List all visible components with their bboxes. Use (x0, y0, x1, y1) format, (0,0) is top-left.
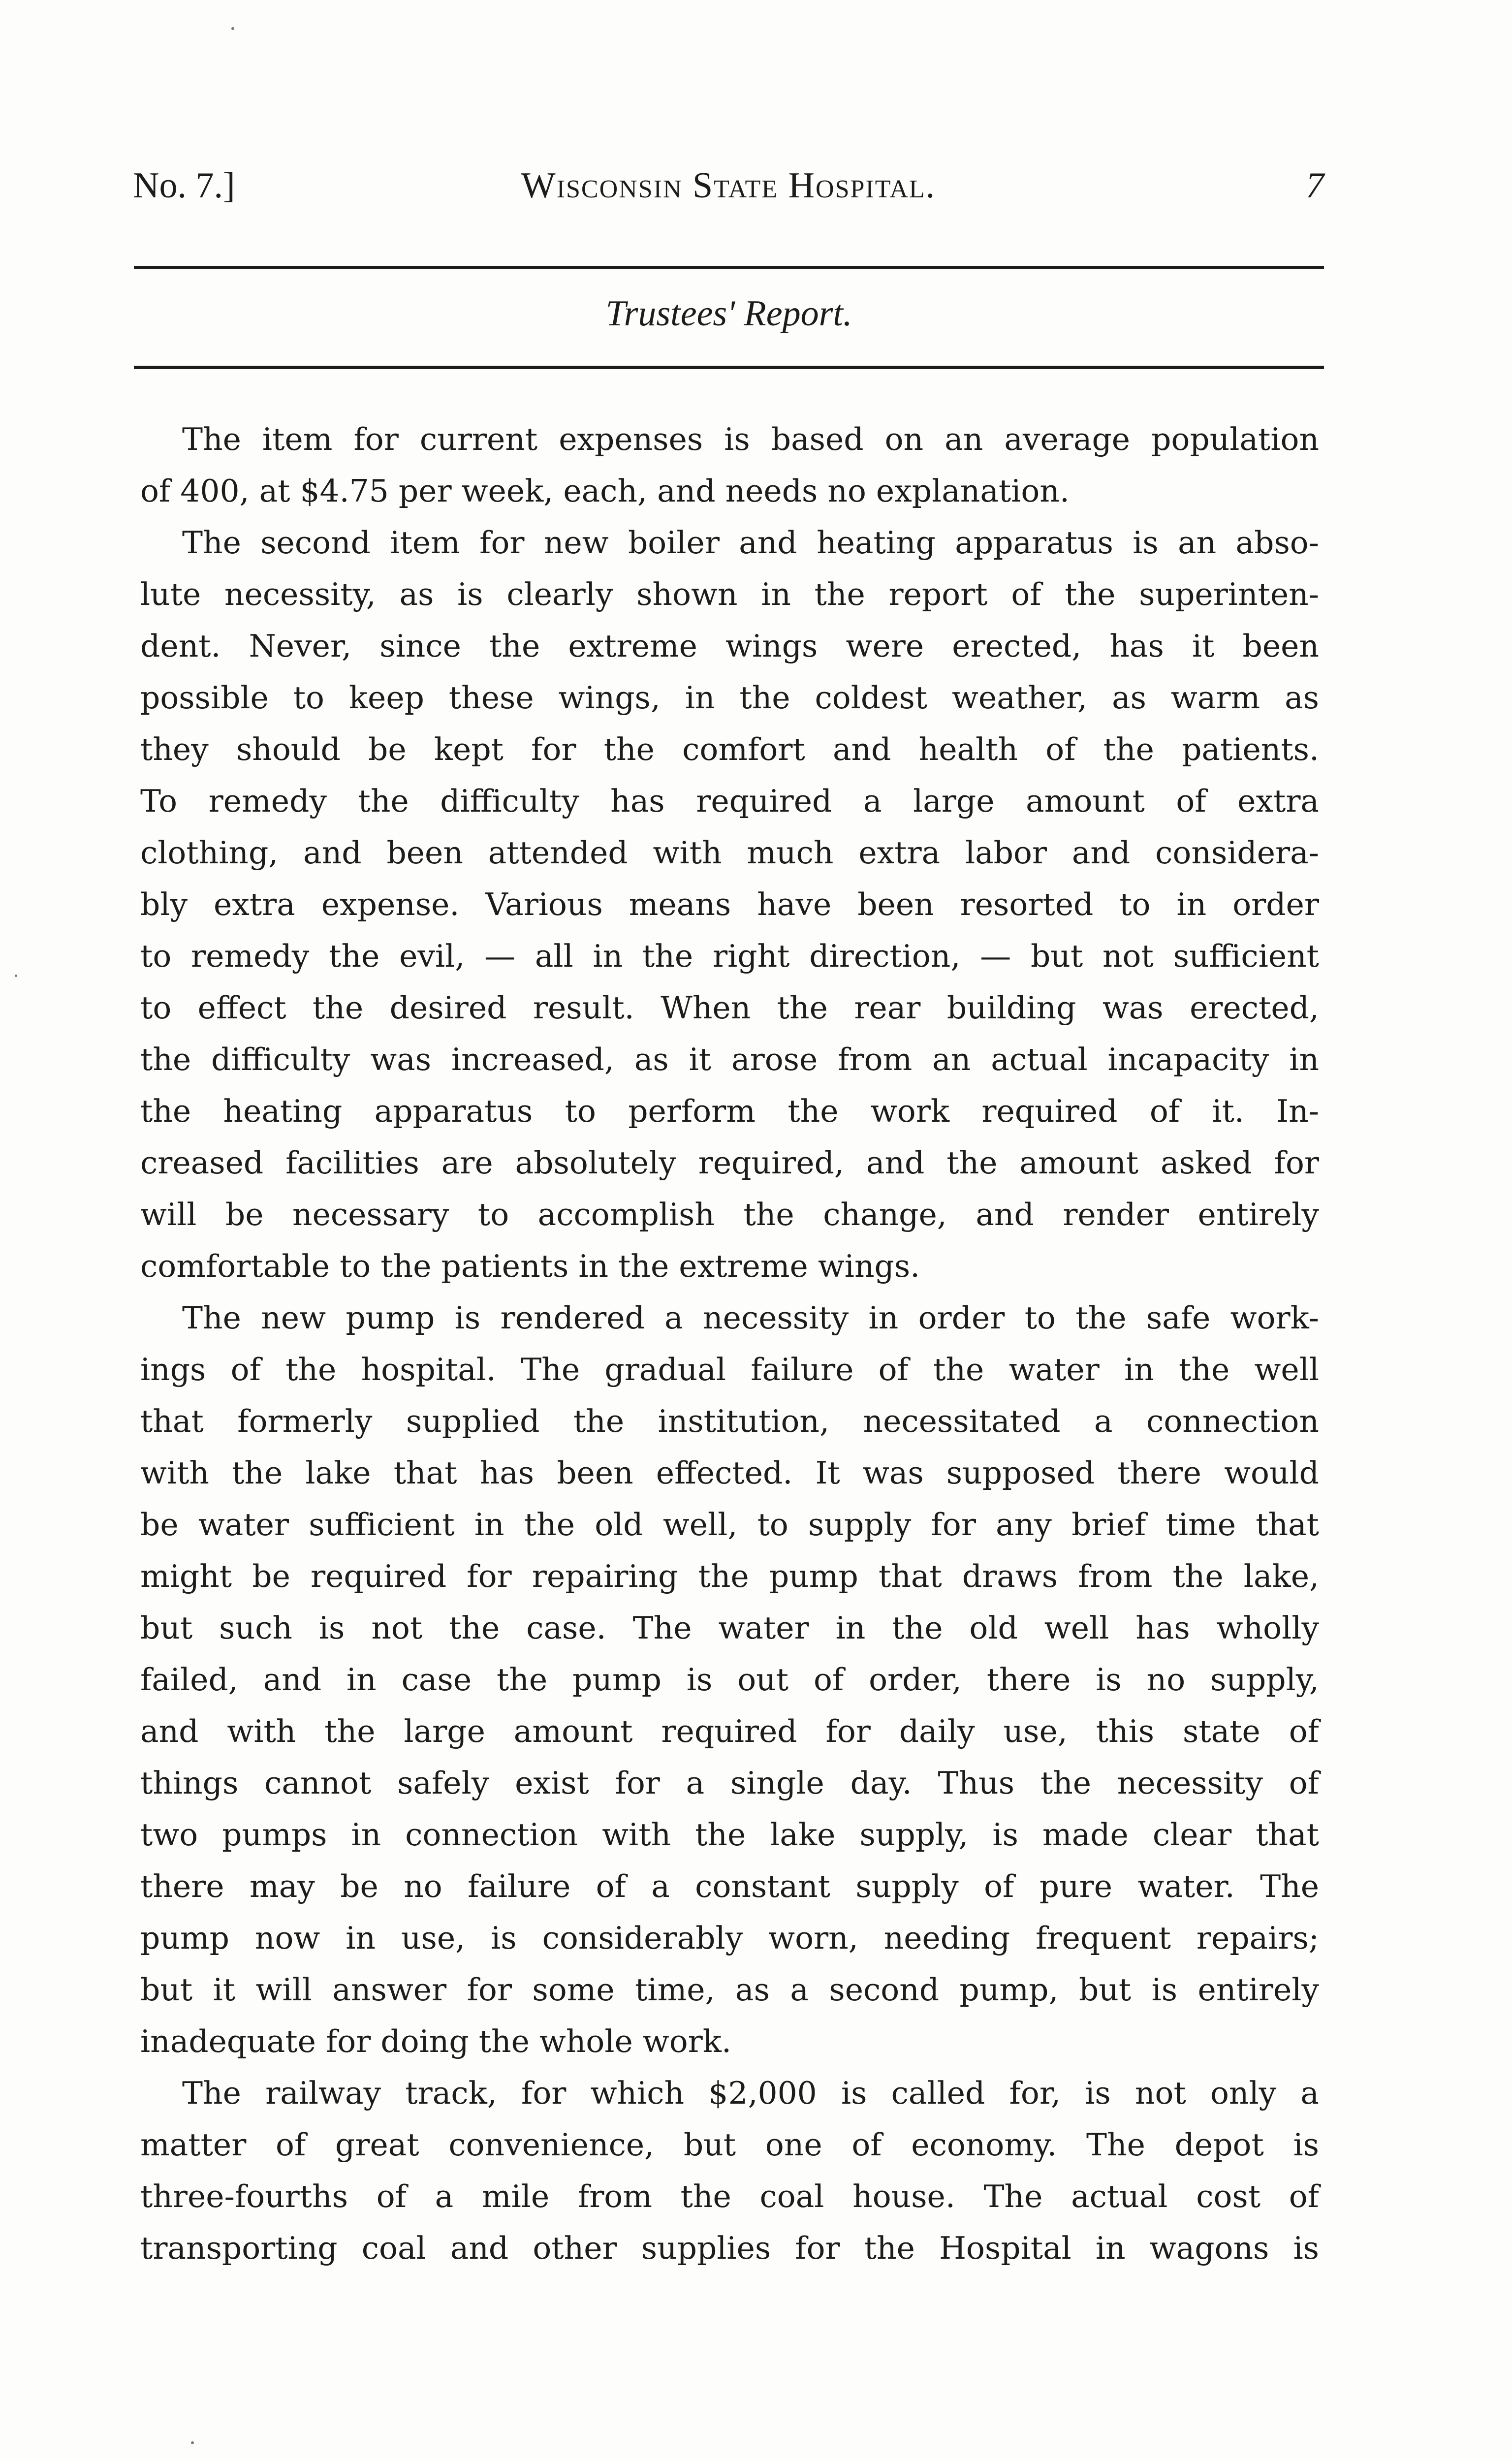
text-line: with the lake that has been effected. It was supposed there would (140, 1455, 1319, 1491)
text-line: to effect the desired result. When the rear building was erected, (140, 990, 1319, 1026)
text-line: things cannot safely exist for a single day. Thus the necessity of (140, 1765, 1319, 1801)
text-line: will be necessary to accomplish the change, and render entirely (140, 1197, 1319, 1232)
running-head (133, 165, 1324, 209)
text-line: of 400, at $4.75 per week, each, and needs no explanation. (140, 473, 1070, 509)
text-line: the difficulty was increased, as it arose from an actual incapacity in (140, 1041, 1319, 1077)
text-line: dent. Never, since the extreme wings were erected, has it been (140, 628, 1319, 664)
paper-speck (15, 975, 17, 977)
text-line: there may be no failure of a constant supply of pure water. The (140, 1868, 1319, 1904)
text-line: The new pump is rendered a necessity in order to the safe work- (182, 1300, 1319, 1336)
paper-speck (231, 27, 234, 30)
text-line: to remedy the evil, — all in the right direction, — but not sufficient (140, 938, 1319, 974)
text-line: that formerly supplied the institution, necessitated a connection (140, 1403, 1319, 1439)
text-line: might be required for repairing the pump that draws from the lake, (140, 1558, 1319, 1594)
page-number: 7 (1306, 165, 1324, 206)
body-text (140, 413, 1319, 2274)
text-line: be water sufficient in the old well, to supply for any brief time that (140, 1507, 1319, 1543)
text-line: failed, and in case the pump is out of order, there is no supply, (140, 1662, 1319, 1698)
text-line: To remedy the difficulty has required a large amount of extra (140, 783, 1319, 819)
text-line: three-fourths of a mile from the coal house. The actual cost of (140, 2178, 1319, 2214)
text-line: lute necessity, as is clearly shown in the report of the superinten- (140, 576, 1319, 612)
text-line: the heating apparatus to perform the work required of it. In- (140, 1093, 1319, 1129)
section-subhead: Trustees' Report. (605, 293, 852, 334)
text-line: and with the large amount required for daily use, this state of (140, 1713, 1319, 1749)
text-line: bly extra expense. Various means have been resorted to in order (140, 886, 1319, 922)
header-rule-bottom (134, 366, 1324, 369)
text-line: inadequate for doing the whole work. (140, 2023, 731, 2059)
text-line: comfortable to the patients in the extreme wings. (140, 1248, 920, 1284)
header-rule-top (134, 266, 1324, 269)
text-line: they should be kept for the comfort and health of the patients. (140, 731, 1319, 767)
text-line: pump now in use, is considerably worn, needing frequent repairs; (140, 1920, 1319, 1956)
text-line: transporting coal and other supplies for the Hospital in wagons is (140, 2230, 1319, 2266)
text-line: but such is not the case. The water in the old well has wholly (140, 1610, 1319, 1646)
text-line: but it will answer for some time, as a second pump, but is entirely (140, 1972, 1319, 2008)
text-line: The second item for new boiler and heating apparatus is an abso- (182, 525, 1319, 561)
report-number: No. 7.] (133, 165, 235, 206)
text-line: matter of great convenience, but one of economy. The depot is (140, 2127, 1319, 2163)
running-title: Wisconsin State Hospital. (521, 165, 936, 206)
text-line: creased facilities are absolutely required, and the amount asked for (140, 1145, 1319, 1181)
text-line: The railway track, for which $2,000 is called for, is not only a (182, 2075, 1319, 2111)
text-line: ings of the hospital. The gradual failure of the water in the well (140, 1352, 1319, 1388)
text-line: possible to keep these wings, in the coldest weather, as warm as (140, 680, 1319, 716)
paper-speck (191, 2441, 194, 2444)
text-line: clothing, and been attended with much extra labor and considera- (140, 835, 1319, 871)
text-line: The item for current expenses is based on an average population (182, 421, 1319, 457)
text-line: two pumps in connection with the lake supply, is made clear that (140, 1817, 1319, 1853)
